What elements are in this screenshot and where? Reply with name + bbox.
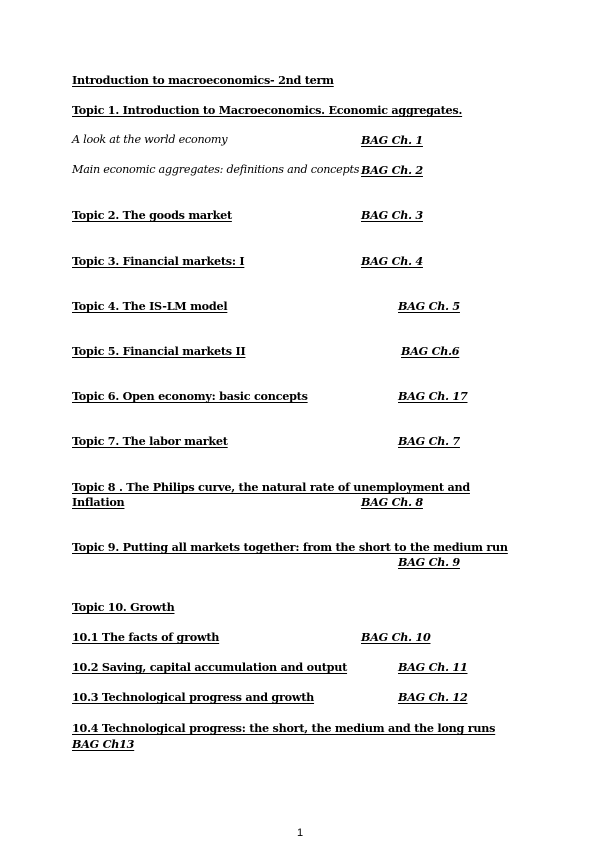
topic-1-sub-1: A look at the world economy [72, 133, 228, 146]
topic-8-ref: BAG Ch. 8 [361, 495, 423, 509]
topic-4-ref: BAG Ch. 5 [398, 299, 460, 313]
topic-6-ref: BAG Ch. 17 [398, 389, 468, 403]
topic-7: Topic 7. The labor market [72, 434, 228, 448]
topic-3-ref: BAG Ch. 4 [361, 254, 423, 268]
topic-10-sub-2: 10.2 Saving, capital accumulation and output [72, 660, 348, 674]
topic-9-ref: BAG Ch. 9 [398, 555, 460, 569]
topic-1-sub-2-ref: BAG Ch. 2 [361, 163, 423, 177]
topic-4: Topic 4. The IS-LM model [72, 299, 228, 313]
topic-8-line-1: Topic 8 . The Philips curve, the natural rate of unemployment and [72, 480, 470, 494]
topic-10-sub-3: 10.3 Technological progress and growth [72, 690, 315, 704]
topic-5: Topic 5. Financial markets II [72, 344, 246, 358]
topic-10-heading: Topic 10. Growth [72, 600, 175, 614]
topic-1-sub-2: Main economic aggregates: definitions and concepts [72, 163, 360, 176]
topic-3: Topic 3. Financial markets: I [72, 254, 245, 268]
topic-10-sub-1-ref: BAG Ch. 10 [361, 630, 431, 644]
topic-6: Topic 6. Open economy: basic concepts [72, 389, 308, 403]
topic-1-sub-1-ref: BAG Ch. 1 [361, 133, 423, 147]
topic-1-heading: Topic 1. Introduction to Macroeconomics. Economic aggregates. [72, 103, 463, 117]
topic-2: Topic 2. The goods market [72, 208, 232, 222]
document-title: Introduction to macroeconomics- 2nd term [72, 73, 334, 87]
topic-10-sub-1: 10.1 The facts of growth [72, 630, 220, 644]
topic-8-line-2: Inflation [72, 495, 125, 509]
topic-10-sub-3-ref: BAG Ch. 12 [398, 690, 468, 704]
topic-5-ref: BAG Ch.6 [401, 344, 460, 358]
topic-10-sub-4-ref: BAG Ch13 [72, 737, 135, 751]
topic-9-line-1: Topic 9. Putting all markets together: from the short to the medium run [72, 540, 508, 554]
topic-2-ref: BAG Ch. 3 [361, 208, 423, 222]
topic-7-ref: BAG Ch. 7 [398, 434, 460, 448]
page-number: 1 [296, 827, 304, 839]
topic-10-sub-4: 10.4 Technological progress: the short, the medium and the long runs [72, 721, 496, 735]
topic-10-sub-2-ref: BAG Ch. 11 [398, 660, 468, 674]
